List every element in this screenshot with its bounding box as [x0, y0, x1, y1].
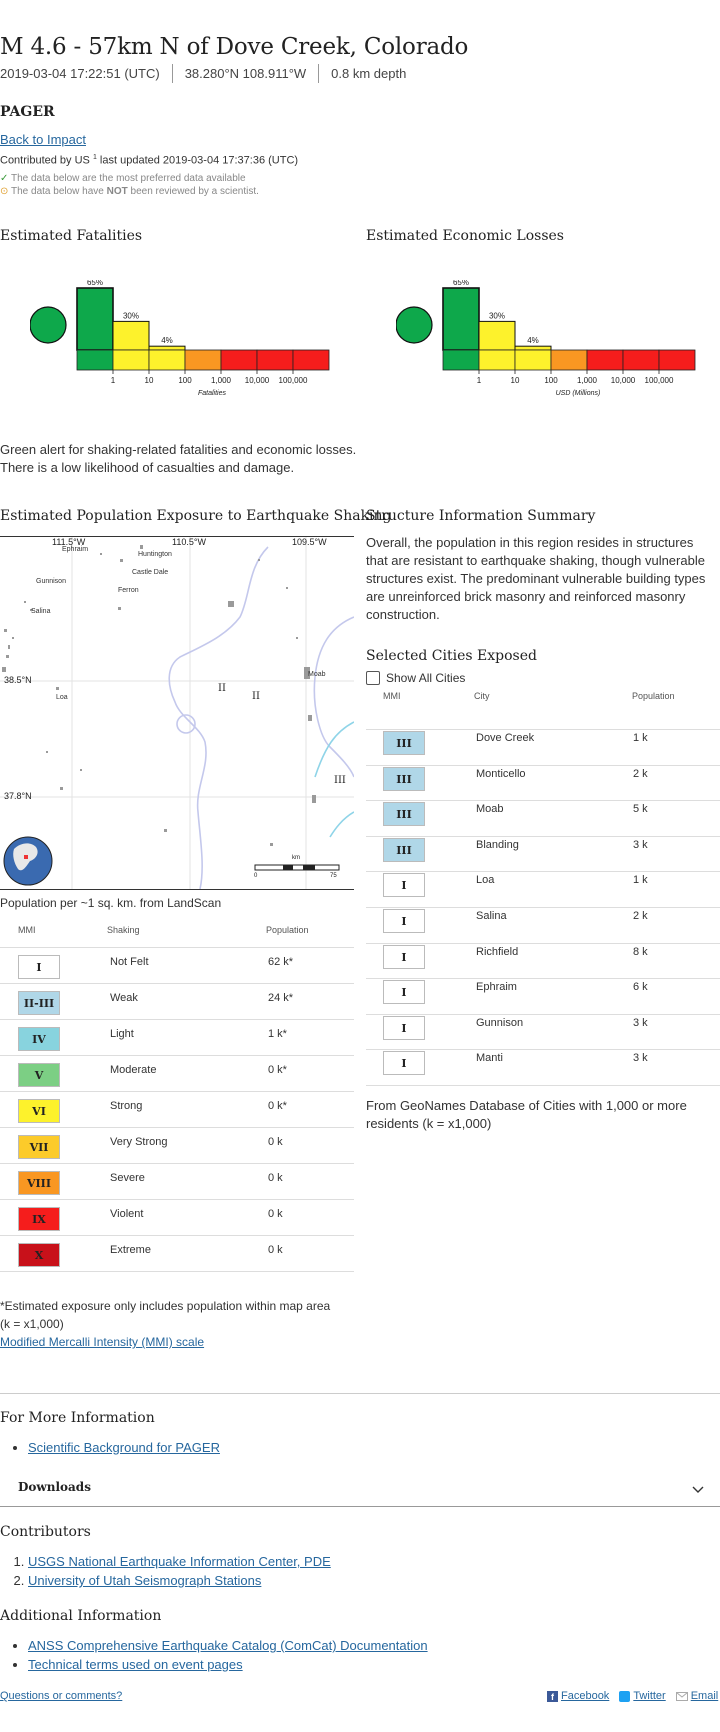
social-links [547, 1690, 718, 1702]
contributed-by: Contributed by US $^1$ last updated 2019-03-04 17:37:36 (UTC) [0, 154, 299, 167]
map-lat-label: 38.5°N [4, 675, 32, 685]
row-divider [0, 1163, 354, 1164]
map-scale-label: 75 [330, 873, 337, 879]
facebook-icon: f [547, 1691, 558, 1702]
row-divider [0, 947, 354, 948]
shaking-level: Strong [110, 1100, 143, 1112]
note-not-reviewed: ⊙ The data below have NOT been reviewed by a scientist. [0, 186, 259, 197]
histogram-bar [515, 346, 551, 350]
twitter-icon [619, 1691, 630, 1702]
city-name: Loa [476, 874, 495, 886]
map-mmi-label: III [334, 775, 346, 786]
population-value: 0 k* [268, 1100, 287, 1112]
mmi-badge: X [18, 1243, 60, 1267]
city-population: 8 k [633, 946, 648, 958]
shaking-level: Not Felt [110, 956, 149, 968]
row-divider [366, 871, 720, 872]
histogram-bar [77, 288, 113, 350]
bar-value-label: 65% [86, 280, 104, 287]
scale-segment [149, 350, 185, 370]
more-info-list [0, 1441, 220, 1460]
additional-info-list [0, 1639, 428, 1677]
bar-value-label: 30% [122, 311, 140, 321]
row-divider [366, 729, 720, 730]
mmi-badge: IX [18, 1207, 60, 1231]
additional-info-heading: Additional Information [0, 1608, 162, 1624]
scale-tick-label: 10 [510, 376, 520, 385]
mmi-badge: VII [18, 1135, 60, 1159]
map-mmi-label: II [218, 683, 226, 694]
cities-header-mmi: MMI [383, 691, 401, 701]
page-title: M 4.6 - 57km N of Dove Creek, Colorado [0, 34, 469, 60]
histogram-bar [479, 321, 515, 350]
histogram-bar [149, 346, 185, 350]
population-value: 0 k [268, 1172, 283, 1184]
facebook-share[interactable]: f Facebook [547, 1690, 609, 1702]
mmi-badge: I [383, 1016, 425, 1040]
scale-segment [551, 350, 587, 370]
map-mmi-label: II [252, 691, 260, 702]
scale-segment [659, 350, 695, 370]
exposure-header-shaking: Shaking [107, 925, 140, 935]
chevron-down-icon [692, 1486, 704, 1494]
city-population: 3 k [633, 1017, 648, 1029]
row-divider [0, 1127, 354, 1128]
row-divider [0, 1199, 354, 1200]
city-population: 1 k [633, 874, 648, 886]
map-city-label: Castle Dale [132, 569, 169, 576]
exposure-header-mmi: MMI [18, 925, 36, 935]
show-all-cities[interactable]: Show All Cities [366, 671, 465, 685]
map-city-label: Huntington [138, 551, 172, 558]
city-name: Ephraim [476, 981, 517, 993]
population-value: 0 k [268, 1244, 283, 1256]
map-city-label: Ferron [118, 587, 139, 594]
scale-tick-label: 1,000 [210, 376, 232, 385]
downloads-toggle[interactable] [0, 1472, 720, 1507]
scale-tick-label: 10 [144, 376, 154, 385]
scale-tick-label: 100,000 [644, 376, 674, 385]
scale-tick-label: 1 [110, 376, 116, 385]
city-population: 3 k [633, 839, 648, 851]
histogram-bar [113, 321, 149, 350]
fatalities-heading: Estimated Fatalities [0, 228, 143, 244]
scale-segment [587, 350, 623, 370]
losses-chart [396, 280, 706, 410]
row-divider [366, 800, 720, 801]
mmi-contours [169, 547, 354, 889]
cities-heading: Selected Cities Exposed [366, 648, 537, 664]
mmi-badge: II-III [18, 991, 60, 1015]
list-item [28, 1658, 428, 1672]
scale-tick-label: 10,000 [610, 376, 636, 385]
row-divider [366, 907, 720, 908]
exposure-heading: Estimated Population Exposure to Earthquake Shaking [0, 508, 392, 524]
comcat-docs-link[interactable]: ANSS Comprehensive Earthquake Catalog (ComCat) Documentation [28, 1638, 428, 1653]
city-name: Dove Creek [476, 732, 535, 744]
row-divider [366, 1014, 720, 1015]
map-city-label: Ephraim [62, 546, 89, 553]
scale-segment [257, 350, 293, 370]
city-name: Blanding [476, 839, 519, 851]
city-name: Moab [476, 803, 504, 815]
population-value: 62 k* [268, 956, 294, 968]
row-divider [0, 1235, 354, 1236]
scale-tick-label: 100 [178, 376, 192, 385]
cities-source: From GeoNames Database of Cities with 1,000 or more residents (k = x1,000) [366, 1098, 687, 1131]
bar-value-label: 4% [527, 336, 539, 346]
map-lon-label: 111.5°W [52, 537, 86, 547]
back-to-impact-link[interactable]: Back to Impact [0, 132, 86, 147]
shaking-level: Light [110, 1028, 134, 1040]
scale-tick-label: 100 [544, 376, 558, 385]
city-population: 2 k [633, 768, 648, 780]
map-city-label: Moab [308, 671, 326, 678]
mmi-badge: I [383, 909, 425, 933]
list-item [28, 1639, 428, 1653]
mmi-badge: VIII [18, 1171, 60, 1195]
map-city-label: Salina [31, 608, 51, 615]
event-coords: 38.280°N 108.911°W [172, 64, 318, 83]
scale-segment [185, 350, 221, 370]
map-scale-unit: km [292, 855, 300, 861]
row-divider [366, 765, 720, 766]
shaking-level: Severe [110, 1172, 145, 1184]
population-density [2, 545, 316, 846]
bar-value-label: 65% [452, 280, 470, 287]
city-name: Richfield [476, 946, 519, 958]
map-scale-bar [255, 865, 339, 870]
scale-tick-label: 100,000 [278, 376, 308, 385]
histogram-bar [443, 288, 479, 350]
section-divider [0, 1393, 720, 1394]
check-icon: ✓ [0, 173, 9, 184]
alert-summary: Green alert for shaking-related fatalities and economic losses. There is a low likelihood of casualties and damage. [0, 442, 357, 475]
scale-segment [515, 350, 551, 370]
contributors-heading: Contributors [0, 1524, 91, 1540]
city-population: 1 k [633, 732, 648, 744]
mmi-badge: I [18, 955, 60, 979]
row-divider [366, 1049, 720, 1050]
scale-segment [221, 350, 257, 370]
mmi-badge: III [383, 838, 425, 862]
warning-icon: ⊙ [0, 186, 9, 197]
event-meta [0, 64, 418, 83]
city-population: 5 k [633, 803, 648, 815]
scale-segment [623, 350, 659, 370]
row-divider [366, 943, 720, 944]
inset-globe [4, 837, 52, 885]
list-item [28, 1574, 331, 1588]
show-all-checkbox[interactable] [366, 671, 380, 685]
shaking-level: Weak [110, 992, 138, 1004]
map-city-label: Loa [56, 694, 68, 701]
shaking-level: Violent [110, 1208, 144, 1220]
city-name: Salina [476, 910, 507, 922]
more-info-heading: For More Information [0, 1410, 155, 1426]
cities-header-city: City [474, 691, 490, 701]
bar-value-label: 4% [161, 336, 173, 346]
email-share[interactable]: Email [676, 1690, 719, 1702]
map-graticule [0, 537, 354, 889]
cities-header-population: Population [632, 691, 675, 701]
map-lat-label: 37.8°N [4, 791, 32, 801]
losses-heading: Estimated Economic Losses [366, 228, 564, 244]
row-divider [0, 1019, 354, 1020]
contributors-list [0, 1555, 331, 1593]
list-item [28, 1555, 331, 1569]
list-item [28, 1441, 220, 1455]
population-value: 0 k [268, 1136, 283, 1148]
scale-segment [479, 350, 515, 370]
row-divider [366, 1085, 720, 1086]
chart-axis-label: Fatalities [197, 390, 227, 397]
mmi-badge: III [383, 767, 425, 791]
exposure-header-population: Population [266, 925, 309, 935]
population-value: 1 k* [268, 1028, 287, 1040]
chart-axis-label: USD (Millions) [555, 390, 601, 397]
map-city-label: Gunnison [36, 578, 66, 585]
scale-segment [293, 350, 329, 370]
mmi-badge: IV [18, 1027, 60, 1051]
exposure-map-graphic [0, 537, 354, 889]
note-preferred: ✓ The data below are the most preferred data available [0, 173, 246, 184]
row-divider [0, 983, 354, 984]
mmi-badge: I [383, 980, 425, 1004]
exposure-footnote: *Estimated exposure only includes population within map area (k = x1,000) [0, 1299, 331, 1331]
row-divider [0, 1055, 354, 1056]
event-time: 2019-03-04 17:22:51 (UTC) [0, 66, 160, 81]
pager-heading: PAGER [0, 104, 55, 120]
technical-terms-link[interactable]: Technical terms used on event pages [28, 1657, 243, 1672]
downloads-label: Downloads [18, 1480, 91, 1494]
city-population: 2 k [633, 910, 648, 922]
mmi-badge: III [383, 731, 425, 755]
mmi-badge: V [18, 1063, 60, 1087]
exposure-map [0, 536, 354, 890]
alert-level-circle [396, 307, 432, 343]
map-caption: Population per ~1 sq. km. from LandScan [0, 896, 222, 910]
scale-tick-label: 10,000 [244, 376, 270, 385]
mmi-badge: I [383, 945, 425, 969]
map-scale-label: 0 [254, 873, 258, 879]
row-divider [366, 978, 720, 979]
city-population: 3 k [633, 1052, 648, 1064]
pager-background-link[interactable]: Scientific Background for PAGER [28, 1440, 220, 1455]
mmi-badge: III [383, 802, 425, 826]
mmi-badge: I [383, 1051, 425, 1075]
mmi-badge: VI [18, 1099, 60, 1123]
event-depth: 0.8 km depth [318, 64, 418, 83]
row-divider [0, 1271, 354, 1272]
scale-tick-label: 1,000 [576, 376, 598, 385]
shaking-level: Moderate [110, 1064, 157, 1076]
structure-heading: Structure Information Summary [366, 508, 596, 524]
fatalities-chart [30, 280, 340, 410]
mmi-scale-link[interactable]: Modified Mercalli Intensity (MMI) scale [0, 1335, 205, 1349]
shaking-level: Extreme [110, 1244, 151, 1256]
city-population: 6 k [633, 981, 648, 993]
map-lon-label: 109.5°W [292, 537, 327, 547]
population-value: 24 k* [268, 992, 294, 1004]
scale-segment [443, 350, 479, 370]
contributor-link-neic[interactable]: USGS National Earthquake Information Center, PDE [28, 1554, 331, 1569]
contributor-link-utah[interactable]: University of Utah Seismograph Stations [28, 1573, 262, 1588]
population-value: 0 k* [268, 1064, 287, 1076]
twitter-share[interactable]: Twitter [619, 1690, 665, 1702]
row-divider [0, 1091, 354, 1092]
scale-segment [113, 350, 149, 370]
shaking-level: Very Strong [110, 1136, 168, 1148]
scale-tick-label: 1 [476, 376, 482, 385]
structure-summary: Overall, the population in this region resides in structures that are resistant to earthquake shaking, though vulnerable structures exist. The predominant vulnerable building types are unreinforced brick masonry and reinforced masonry construction. [366, 535, 706, 622]
alert-level-circle [30, 307, 66, 343]
city-name: Monticello [476, 768, 526, 780]
mmi-badge: I [383, 873, 425, 897]
population-value: 0 k [268, 1208, 283, 1220]
city-name: Gunnison [476, 1017, 524, 1029]
row-divider [366, 836, 720, 837]
city-name: Manti [476, 1052, 503, 1064]
questions-link[interactable]: Questions or comments? [0, 1690, 123, 1702]
scale-segment [77, 350, 113, 370]
bar-value-label: 30% [488, 311, 506, 321]
map-lon-label: 110.5°W [172, 537, 206, 547]
email-icon [676, 1692, 688, 1701]
